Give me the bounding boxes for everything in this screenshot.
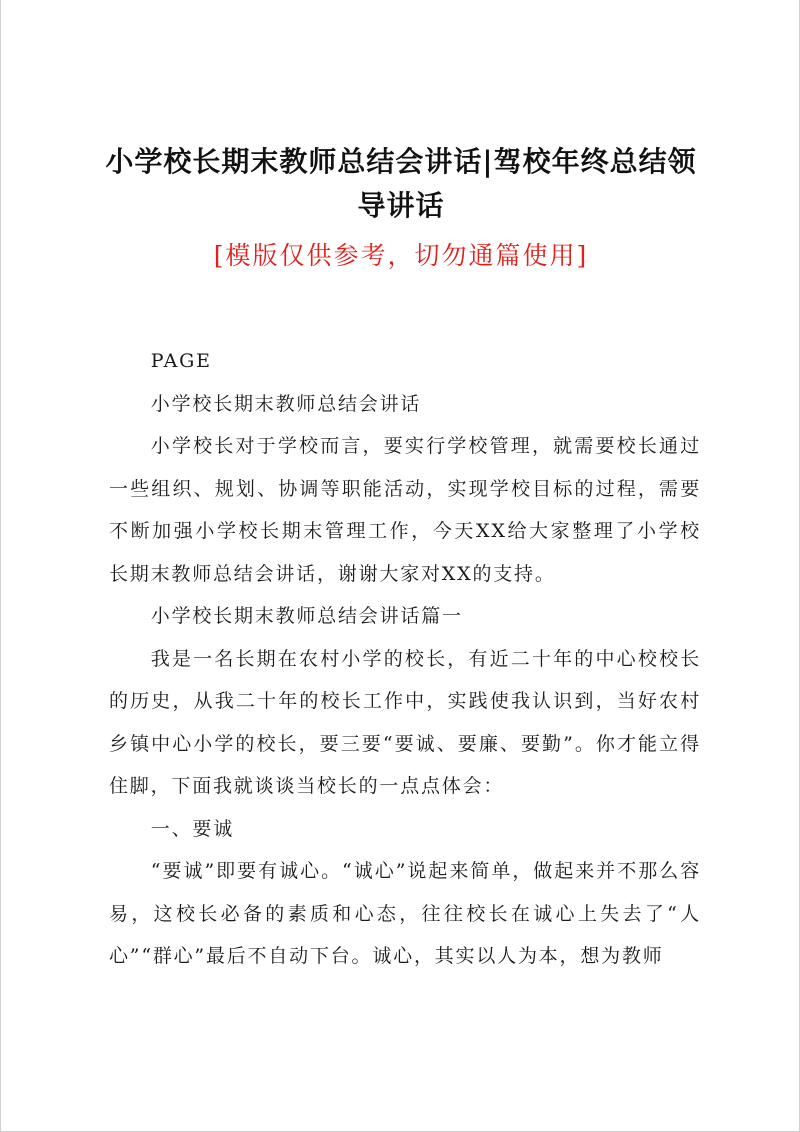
page-field-label: PAGE	[150, 350, 212, 372]
speech-heading: 小学校长期末教师总结会讲话篇一	[150, 605, 463, 627]
template-notice: [模版仅供参考，切勿通篇使用]	[213, 241, 589, 270]
section-heading: 小学校长期末教师总结会讲话	[150, 392, 422, 415]
subsection-heading: 一、要诚	[150, 817, 234, 840]
body-paragraph: “要诚”即要有诚心。“诚心”说起来简单，做起来并不那么容易，这校长必备的素质和心态，往往校长在诚心上失去了“人心”“群心”最后不自动下台。诚心，其实以人为本，想为教师	[109, 860, 701, 967]
intro-paragraph: 小学校长对于学校而言，要实行学校管理，就需要校长通过一些组织、规划、协调等职能活动，实现学校目标的过程，需要不断加强小学校长期末管理工作，今天XX给大家整理了小学校长期末教师总结会讲话，谢谢大家对XX的支持。	[109, 435, 701, 585]
body-paragraph: 我是一名长期在农村小学的校长，有近二十年的中心校校长的历史，从我二十年的校长工作中，实践使我认识到，当好农村乡镇中心小学的校长，要三要“要诚、要廉、要勤”。你才能立得住脚，下面我就谈谈当校长的一点点体会：	[109, 647, 701, 797]
document-body	[109, 340, 701, 978]
document-title: 小学校长期末教师总结会讲话|驾校年终总结领导讲话	[105, 145, 697, 222]
